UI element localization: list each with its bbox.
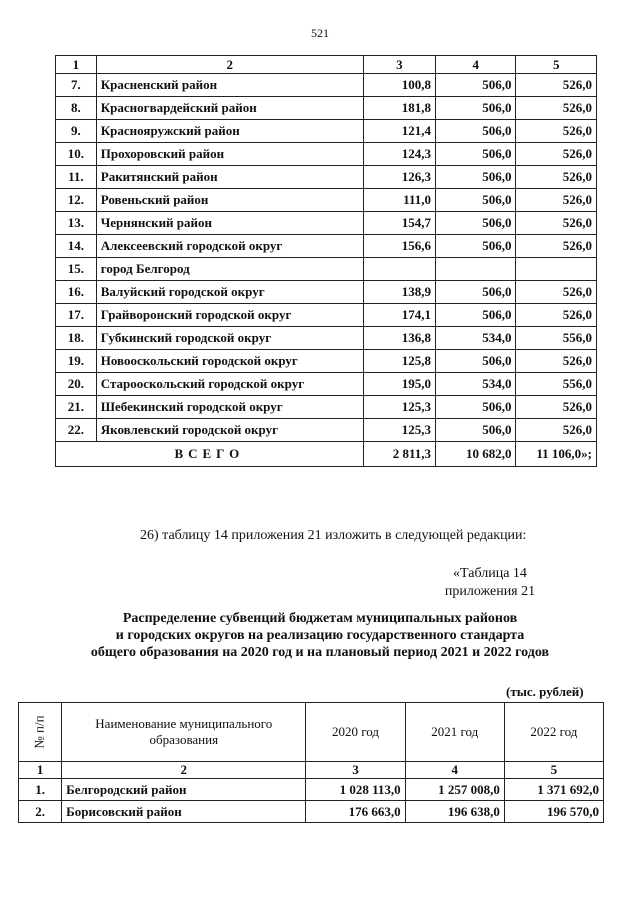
page-number: 521 bbox=[311, 26, 329, 40]
value-cell-col4: 506,0 bbox=[436, 166, 516, 189]
table-row bbox=[56, 281, 597, 304]
title-line: и городских округов на реализацию государственного стандарта bbox=[115, 628, 525, 643]
header-cell-name: Наименование муниципального образования bbox=[62, 703, 306, 762]
municipality-name-cell: Красненский район bbox=[96, 74, 363, 97]
value-cell-col3: 100,8 bbox=[363, 74, 435, 97]
header-cell: 1 bbox=[56, 56, 97, 74]
header-cell-number bbox=[19, 703, 62, 762]
municipality-name-cell: Белгородский район bbox=[62, 779, 306, 801]
row-number-cell: 17. bbox=[56, 304, 97, 327]
value-cell-col3: 136,8 bbox=[363, 327, 435, 350]
row-number-cell: 16. bbox=[56, 281, 97, 304]
column-number-cell: 4 bbox=[405, 762, 504, 779]
table-row bbox=[56, 189, 597, 212]
value-cell-col3 bbox=[363, 258, 435, 281]
header-cell-2021: 2021 год bbox=[405, 703, 504, 762]
value-cell-col5: 526,0 bbox=[516, 74, 597, 97]
municipality-name-cell: Борисовский район bbox=[62, 801, 306, 823]
value-cell-col4: 506,0 bbox=[436, 120, 516, 143]
table-row bbox=[56, 235, 597, 258]
row-number-cell: 9. bbox=[56, 120, 97, 143]
value-cell-col4: 506,0 bbox=[436, 304, 516, 327]
municipality-name-cell: Краснояружский район bbox=[96, 120, 363, 143]
header-cell: 5 bbox=[516, 56, 597, 74]
table-row bbox=[56, 327, 597, 350]
header-cell: 2 bbox=[96, 56, 363, 74]
row-number-cell: 18. bbox=[56, 327, 97, 350]
value-cell-col5: 526,0 bbox=[516, 396, 597, 419]
row-number-cell: 11. bbox=[56, 166, 97, 189]
value-cell-col5: 526,0 bbox=[516, 97, 597, 120]
total-value-col4: 10 682,0 bbox=[436, 442, 516, 467]
subsidy-table-continued bbox=[55, 55, 597, 467]
municipality-name-cell: Валуйский городской округ bbox=[96, 281, 363, 304]
value-cell-col4: 506,0 bbox=[436, 189, 516, 212]
municipality-name-cell: Губкинский городской округ bbox=[96, 327, 363, 350]
municipality-name-cell: Чернянский район bbox=[96, 212, 363, 235]
total-label-cell: ВСЕГО bbox=[56, 442, 364, 467]
value-cell-col4: 506,0 bbox=[436, 97, 516, 120]
value-cell-col4: 534,0 bbox=[436, 327, 516, 350]
value-cell-col4: 506,0 bbox=[436, 212, 516, 235]
row-number-cell: 2. bbox=[19, 801, 62, 823]
value-cell-col3: 181,8 bbox=[363, 97, 435, 120]
value-cell-col4: 506,0 bbox=[436, 281, 516, 304]
table-row bbox=[56, 419, 597, 442]
municipality-name-cell: Ровеньский район bbox=[96, 189, 363, 212]
value-cell-col3: 138,9 bbox=[363, 281, 435, 304]
header-number-label: № п/п bbox=[32, 715, 48, 749]
value-cell-col5: 526,0 bbox=[516, 235, 597, 258]
value-cell-col5: 526,0 bbox=[516, 143, 597, 166]
value-cell-col4: 506,0 bbox=[436, 74, 516, 97]
value-cell-col3: 156,6 bbox=[363, 235, 435, 258]
value-cell-col3: 121,4 bbox=[363, 120, 435, 143]
amendment-paragraph: 26) таблицу 14 приложения 21 изложить в следующей редакции: bbox=[140, 528, 527, 543]
value-cell-col3: 125,3 bbox=[363, 419, 435, 442]
total-value-col3: 2 811,3 bbox=[363, 442, 435, 467]
title-line: Распределение субвенций бюджетам муниципальных районов bbox=[122, 611, 518, 626]
value-cell-2020: 1 028 113,0 bbox=[306, 779, 405, 801]
municipality-name-cell: Прохоровский район bbox=[96, 143, 363, 166]
header-cell: 4 bbox=[436, 56, 516, 74]
row-number-cell: 20. bbox=[56, 373, 97, 396]
table-row bbox=[56, 396, 597, 419]
municipality-name-cell: Шебекинский городской округ bbox=[96, 396, 363, 419]
table-row bbox=[56, 373, 597, 396]
units-label: (тыс. рублей) bbox=[506, 684, 584, 699]
table-row bbox=[19, 801, 604, 823]
municipality-name-cell: Грайворонский городской округ bbox=[96, 304, 363, 327]
row-number-cell: 21. bbox=[56, 396, 97, 419]
value-cell-col5: 526,0 bbox=[516, 189, 597, 212]
value-cell-col3: 111,0 bbox=[363, 189, 435, 212]
table-row bbox=[56, 74, 597, 97]
total-value-col5: 11 106,0»; bbox=[516, 442, 597, 467]
value-cell-col4: 506,0 bbox=[436, 419, 516, 442]
municipality-name-cell: Новооскольский городской округ bbox=[96, 350, 363, 373]
row-number-cell: 22. bbox=[56, 419, 97, 442]
column-number-row bbox=[19, 762, 604, 779]
header-cell: 3 bbox=[363, 56, 435, 74]
column-number-cell: 5 bbox=[504, 762, 603, 779]
table-reference-line1: «Таблица 14 bbox=[453, 566, 527, 581]
value-cell-col3: 126,3 bbox=[363, 166, 435, 189]
row-number-cell: 15. bbox=[56, 258, 97, 281]
municipality-name-cell: Красногвардейский район bbox=[96, 97, 363, 120]
value-cell-col4 bbox=[436, 258, 516, 281]
value-cell-col3: 125,3 bbox=[363, 396, 435, 419]
row-number-cell: 10. bbox=[56, 143, 97, 166]
municipality-name-cell: Ракитянский район bbox=[96, 166, 363, 189]
row-number-cell: 12. bbox=[56, 189, 97, 212]
total-row bbox=[56, 442, 597, 467]
value-cell-2022: 196 570,0 bbox=[504, 801, 603, 823]
value-cell-col3: 124,3 bbox=[363, 143, 435, 166]
table-row bbox=[56, 258, 597, 281]
municipality-name-cell: Алексеевский городской округ bbox=[96, 235, 363, 258]
row-number-cell: 7. bbox=[56, 74, 97, 97]
value-cell-col3: 195,0 bbox=[363, 373, 435, 396]
municipality-name-cell: Яковлевский городской округ bbox=[96, 419, 363, 442]
table-row bbox=[56, 143, 597, 166]
table-header-row bbox=[19, 703, 604, 762]
value-cell-col5 bbox=[516, 258, 597, 281]
column-number-cell: 2 bbox=[62, 762, 306, 779]
table-row bbox=[56, 120, 597, 143]
value-cell-col5: 526,0 bbox=[516, 120, 597, 143]
row-number-cell: 13. bbox=[56, 212, 97, 235]
table-row bbox=[56, 304, 597, 327]
municipality-name-cell: город Белгород bbox=[96, 258, 363, 281]
table-row bbox=[56, 350, 597, 373]
value-cell-col4: 506,0 bbox=[436, 143, 516, 166]
value-cell-col5: 526,0 bbox=[516, 350, 597, 373]
column-number-cell: 1 bbox=[19, 762, 62, 779]
row-number-cell: 1. bbox=[19, 779, 62, 801]
row-number-cell: 8. bbox=[56, 97, 97, 120]
table-reference-line2: приложения 21 bbox=[444, 584, 536, 599]
value-cell-col5: 526,0 bbox=[516, 419, 597, 442]
table-row bbox=[19, 779, 604, 801]
value-cell-2020: 176 663,0 bbox=[306, 801, 405, 823]
value-cell-col5: 526,0 bbox=[516, 304, 597, 327]
value-cell-col4: 534,0 bbox=[436, 373, 516, 396]
value-cell-col4: 506,0 bbox=[436, 350, 516, 373]
value-cell-col5: 526,0 bbox=[516, 166, 597, 189]
municipality-name-cell: Старооскольский городской округ bbox=[96, 373, 363, 396]
value-cell-col5: 526,0 bbox=[516, 281, 597, 304]
table-row bbox=[56, 97, 597, 120]
subvention-distribution-table bbox=[18, 702, 604, 823]
column-number-cell: 3 bbox=[306, 762, 405, 779]
value-cell-2022: 1 371 692,0 bbox=[504, 779, 603, 801]
value-cell-col4: 506,0 bbox=[436, 396, 516, 419]
row-number-cell: 19. bbox=[56, 350, 97, 373]
row-number-cell: 14. bbox=[56, 235, 97, 258]
table-row bbox=[56, 166, 597, 189]
value-cell-2021: 1 257 008,0 bbox=[405, 779, 504, 801]
header-cell-2020: 2020 год bbox=[306, 703, 405, 762]
header-cell-2022: 2022 год bbox=[504, 703, 603, 762]
value-cell-col3: 174,1 bbox=[363, 304, 435, 327]
value-cell-col5: 556,0 bbox=[516, 373, 597, 396]
value-cell-col3: 154,7 bbox=[363, 212, 435, 235]
value-cell-col5: 526,0 bbox=[516, 212, 597, 235]
table-header-row bbox=[56, 56, 597, 74]
value-cell-2021: 196 638,0 bbox=[405, 801, 504, 823]
value-cell-col5: 556,0 bbox=[516, 327, 597, 350]
value-cell-col4: 506,0 bbox=[436, 235, 516, 258]
table-title bbox=[40, 610, 600, 661]
title-line: общего образования на 2020 год и на плановый период 2021 и 2022 годов bbox=[90, 645, 550, 660]
table-row bbox=[56, 212, 597, 235]
value-cell-col3: 125,8 bbox=[363, 350, 435, 373]
